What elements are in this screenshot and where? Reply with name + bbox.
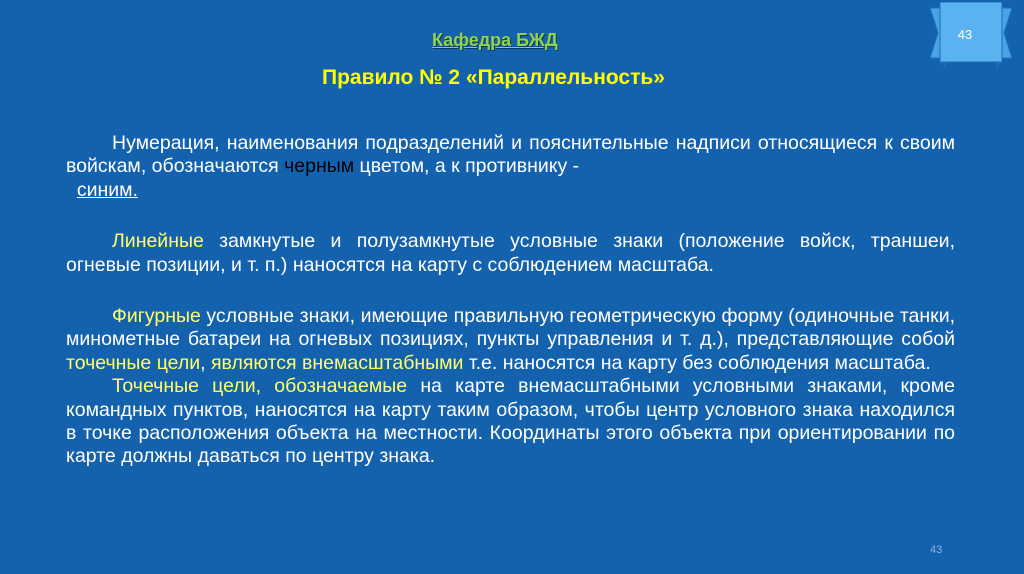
page-number: 43	[930, 544, 943, 556]
text-segment: цветом, а к противнику -	[354, 155, 580, 178]
paragraph-linear	[66, 230, 955, 277]
text-segment: на карте внемасштабными условными знаками, кроме командных пунктов, наносятся на карту таким образом, чтобы центр условного знака находился в точке расположения объекта на местности. Координаты этого объекта при ориентировании по карте должны даваться по центру знака.	[66, 375, 955, 468]
black-word: черным	[284, 155, 355, 178]
badge-number: 43	[957, 27, 973, 42]
body-text	[66, 132, 955, 469]
text-segment: т.е. наносятся на карту без соблюдения масштаба.	[463, 351, 931, 374]
text-segment: ,	[200, 351, 211, 374]
department-heading: Кафедра БЖД	[432, 30, 558, 50]
highlight-non-scale: являются внемасштабными	[210, 351, 464, 374]
paragraph-figured	[66, 305, 955, 375]
highlight-point-targets-marked: Точечные цели, обозначаемые	[112, 375, 408, 398]
text-segment: замкнутые и полузамкнутые условные знаки (положение войск, траншеи, огневые позиции, и т. п.) наносятся на карту с соблюдением масштаба.	[66, 230, 955, 276]
slide-title: Правило № 2 «Параллельность»	[322, 66, 665, 89]
text-segment: Нумерация, наименования подразделений и пояснительные надписи относящиеся к своим войскам, обозначаются	[66, 132, 955, 178]
highlight-linear: Линейные	[112, 230, 204, 253]
highlight-point-targets: точечные цели	[66, 351, 201, 374]
highlight-figured: Фигурные	[112, 305, 201, 328]
text-segment: условные знаки, имеющие правильную геометрическую форму (одиночные танки, минометные батареи на огневых позициях, пункты управления и т. д.), представляющие собой	[66, 305, 955, 351]
blue-word: синим.	[76, 178, 138, 201]
paragraph-numbering	[66, 132, 955, 202]
paragraph-point-targets	[66, 375, 955, 469]
